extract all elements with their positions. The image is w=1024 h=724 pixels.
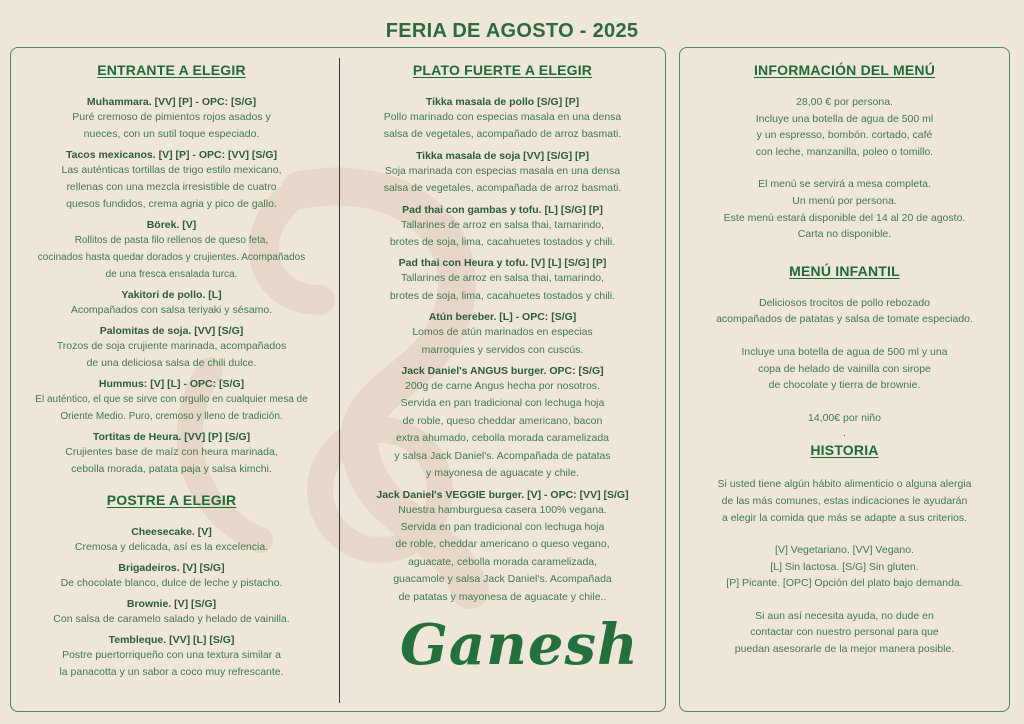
dish-name: Pad thai con Heura y tofu. [V] [L] [S/G] [P] [398,257,607,270]
informacion-text: El menú se servirá a mesa completa. Un menú por persona. Este menú estará disponible del 14 al 20 de agosto. Carta no disponible. [723,178,966,241]
entrante-item [14,95,329,143]
dish-desc: Nuestra hamburguesa casera 100% vegana. Servida en pan tradicional con lechuga hoja de roble, cheddar americano o queso vegano, aguacate, cebolla morada caramelizada, guacamole y salsa Jack Daniel's. Acompañada de patatas y mayonesa de aguacate y chile.. [393,503,612,603]
entrante-item [14,377,329,425]
dish-name: Börek. [V] [146,219,197,231]
dish-name: Muhammara. [VV] [P] - OPC: [S/G] [86,96,257,108]
dish-desc: Con salsa de caramelo salado y helado de vainilla. [53,613,290,625]
dish-name: Jack Daniel's VEGGIE burger. [V] - OPC: [VV] [S/G] [376,488,629,501]
dish-name: Tikka masala de soja [VV] [S/G] [P] [415,149,590,162]
entrantes-column [14,62,329,681]
infantil-dot: . [843,427,846,440]
dish-name: Tikka masala de pollo [S/G] [P] [425,96,580,108]
dish-name: Tembleque. [VV] [L] [S/G] [108,634,235,646]
dish-name: Atún bereber. [L] - OPC: [S/G] [428,311,577,324]
dish-desc: Trozos de soja crujiente marinada, acompañados de una deliciosa salsa de chili dulce. [56,340,287,369]
informacion-text: 28,00 € por persona. Incluye una botella de agua de 500 ml y un espresso, bombón. cortado, café con leche, manzanilla, poleo o tomillo. [755,96,934,158]
column-divider [339,58,340,703]
dish-desc: Lomos de atún marinados en especias marroquíes y servidos con cuscús. [412,326,593,356]
dish-desc: El auténtico, el que se sirve con orgullo en cualquier mesa de Oriente Medio. Puro, cremoso y lleno de tradición. [35,394,308,422]
historia-legend: [V] Vegetariano. [VV] Vegano. [L] Sin lactosa. [S/G] Sin gluten. [P] Picante. [OPC] Opción del plato bajo demanda. [726,544,963,590]
ganesh-logo: Ganesh [400,612,639,678]
entrante-item [14,218,329,283]
dish-desc: 200g de carne Angus hecha por nosotros. Servida en pan tradicional con lechuga hoja de roble, queso cheddar americano, bacon extra ahumado, cebolla morada caramelizada y salsa Jack Daniel's. Acompañada de patatas y mayonesa de aguacate y chile. [394,380,611,480]
historia-text: Si usted tiene algún hábito alimenticio o alguna alergia de las más comunes, estas indicaciones le ayudarán a elegir la comida que más se adapte a sus criterios. [717,478,972,524]
page-title: FERIA DE AGOSTO - 2025 [385,20,639,42]
plato-item [350,310,655,359]
info-column [683,62,1006,658]
plato-item [350,203,655,252]
dish-name: Yakitori de pollo. [L] [121,289,222,301]
dish-desc: Postre puertorriqueño con una textura similar a la panacotta y un sabor a coco muy refrescante. [59,649,284,678]
dish-name: Jack Daniel's ANGUS burger. OPC: [S/G] [401,365,604,378]
historia-text: Si aun así necesita ayuda, no dude en contactar con nuestro personal para que puedan asesorarle de la mejor manera posible. [734,609,955,656]
infantil-price: 14,00€ por niño [808,411,881,424]
infantil-text: Incluye una botella de agua de 500 ml y una copa de helado de vainilla con sirope de chocolate y tierra de brownie. [741,345,948,392]
dish-name: Brownie. [V] [S/G] [126,598,217,610]
entrante-item [14,324,329,372]
postre-item [14,525,329,556]
dish-desc: Cremosa y delicada, así es la excelencia. [74,541,269,553]
infantil-heading: MENÚ INFANTIL [789,262,900,279]
dish-desc: Pollo marinado con especias masala en una densa salsa de vegetales, acompañado de arroz basmati. [383,111,622,141]
dish-desc: Puré cremoso de pimientos rojos asados y nueces, con un sutil toque especiado. [72,111,271,140]
dish-desc: De chocolate blanco, dulce de leche y pistacho. [60,577,283,589]
dish-desc: Crujientes base de maíz con heura marinada, cebolla morada, patata paja y salsa kimchi. [65,446,278,475]
postre-item [14,561,329,592]
entrante-item [14,288,329,319]
dish-desc: Tallarines de arroz en salsa thai, tamarindo, brotes de soja, lima, cacahuetes tostados y chili. [389,218,616,249]
dish-desc: Las auténticas tortillas de trigo estilo mexicano, rellenas con una mezcla irresistible de cuatro quesos fundidos, crema agria y pico de gallo. [61,164,282,210]
entrantes-heading: ENTRANTE A ELEGIR [97,62,246,78]
dish-name: Palomitas de soja. [VV] [S/G] [99,325,244,337]
dish-name: Pad thai con gambas y tofu. [L] [S/G] [P] [402,203,603,216]
dish-name: Brigadeiros. [V] [S/G] [118,562,225,574]
informacion-heading: INFORMACIÓN DEL MENÚ [753,62,936,78]
infantil-text: Deliciosos trocitos de pollo rebozado acompañados de patatas y salsa de tomate especiado. [716,296,973,326]
plato-item [350,149,655,198]
dish-desc: Soja marinada con especias masala en una densa salsa de vegetales, acompañada de arroz basmati. [383,164,622,195]
historia-heading: HISTORIA [810,442,879,459]
postre-item [14,633,329,681]
postres-heading: POSTRE A ELEGIR [106,492,237,508]
dish-desc: Tallarines de arroz en salsa thai, tamarindo, brotes de soja, lima, cacahuetes tostados y chili. [389,272,616,302]
platos-column [350,62,655,606]
plato-item [350,256,655,305]
dish-name: Cheesecake. [V] [131,526,212,538]
dish-name: Tacos mexicanos. [V] [P] - OPC: [VV] [S/G] [65,149,277,161]
entrante-item [14,430,329,478]
dish-desc: Acompañados con salsa teriyaki y sésamo. [70,304,273,316]
postre-item [14,597,329,628]
dish-name: Hummus: [V] [L] - OPC: [S/G] [98,378,245,390]
plato-item [350,364,655,482]
platos-heading: PLATO FUERTE A ELEGIR [412,62,593,78]
dish-desc: Rollitos de pasta filo rellenos de queso feta, cocinados hasta quedar dorados y crujientes. Acompañados de una fresca ensalada turca. [37,235,306,280]
plato-item [350,95,655,144]
dish-name: Tortitas de Heura. [VV] [P] [S/G] [92,431,251,443]
plato-item [350,488,655,606]
entrante-item [14,148,329,213]
